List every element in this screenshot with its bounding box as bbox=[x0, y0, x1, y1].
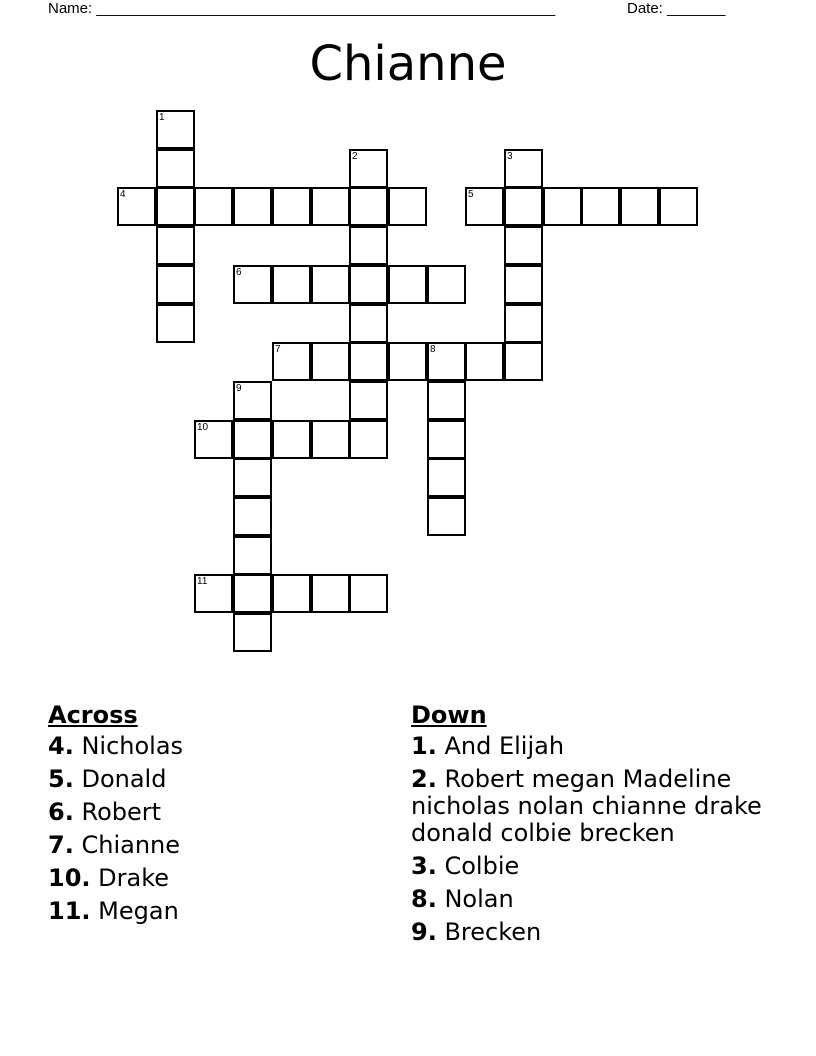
crossword-cell[interactable] bbox=[272, 265, 311, 304]
crossword-cell[interactable] bbox=[272, 342, 311, 381]
cell-number: 2 bbox=[352, 151, 358, 162]
crossword-cell[interactable] bbox=[465, 187, 504, 226]
crossword-cell[interactable] bbox=[427, 381, 466, 420]
crossword-cell[interactable] bbox=[194, 420, 233, 459]
clue-across-4 bbox=[48, 733, 368, 760]
clue-down-9 bbox=[411, 919, 791, 946]
crossword-cell[interactable] bbox=[311, 574, 350, 613]
crossword-cell[interactable] bbox=[349, 574, 388, 613]
crossword-cell[interactable] bbox=[427, 342, 466, 381]
down-clues bbox=[411, 702, 791, 952]
crossword-cell[interactable] bbox=[465, 342, 504, 381]
crossword-cell[interactable] bbox=[311, 342, 350, 381]
crossword-cell[interactable] bbox=[233, 420, 272, 459]
clue-down-3 bbox=[411, 853, 791, 880]
crossword-cell[interactable] bbox=[349, 149, 388, 188]
crossword-cell[interactable] bbox=[504, 187, 543, 226]
clue-number: 7. bbox=[48, 831, 74, 859]
clue-number: 1. bbox=[411, 732, 437, 760]
crossword-cell[interactable] bbox=[233, 536, 272, 575]
crossword-cell[interactable] bbox=[156, 226, 195, 265]
crossword-cell[interactable] bbox=[194, 187, 233, 226]
crossword-cell[interactable] bbox=[349, 381, 388, 420]
crossword-cell[interactable] bbox=[272, 574, 311, 613]
clue-number: 4. bbox=[48, 732, 74, 760]
crossword-cell[interactable] bbox=[349, 226, 388, 265]
cell-number: 8 bbox=[430, 344, 436, 355]
crossword-cell[interactable] bbox=[156, 187, 195, 226]
crossword-cell[interactable] bbox=[427, 420, 466, 459]
down-heading: Down bbox=[411, 701, 487, 729]
crossword-cell[interactable] bbox=[349, 265, 388, 304]
crossword-cell[interactable] bbox=[427, 497, 466, 536]
clue-text: Brecken bbox=[444, 918, 542, 946]
clue-down-1 bbox=[411, 733, 791, 760]
crossword-cell[interactable] bbox=[504, 149, 543, 188]
clue-text: Colbie bbox=[444, 852, 520, 880]
clue-down-2 bbox=[411, 766, 791, 847]
cell-number: 1 bbox=[159, 112, 165, 123]
clue-number: 9. bbox=[411, 918, 437, 946]
crossword-cell[interactable] bbox=[272, 187, 311, 226]
clue-text: Drake bbox=[98, 864, 170, 892]
crossword-cell[interactable] bbox=[620, 187, 659, 226]
clue-number: 5. bbox=[48, 765, 74, 793]
crossword-cell[interactable] bbox=[388, 342, 427, 381]
crossword-cell[interactable] bbox=[504, 304, 543, 343]
crossword-cell[interactable] bbox=[427, 458, 466, 497]
clue-text: Robert bbox=[81, 798, 162, 826]
clue-number: 6. bbox=[48, 798, 74, 826]
cell-number: 9 bbox=[236, 383, 242, 394]
crossword-cell[interactable] bbox=[543, 187, 582, 226]
clue-number: 11. bbox=[48, 897, 91, 925]
clue-text: Nolan bbox=[444, 885, 514, 913]
crossword-cell[interactable] bbox=[311, 420, 350, 459]
clue-across-11 bbox=[48, 898, 368, 925]
clue-number: 8. bbox=[411, 885, 437, 913]
crossword-cell[interactable] bbox=[349, 342, 388, 381]
crossword-cell[interactable] bbox=[504, 226, 543, 265]
crossword-cell[interactable] bbox=[233, 458, 272, 497]
crossword-cell[interactable] bbox=[194, 574, 233, 613]
clue-number: 3. bbox=[411, 852, 437, 880]
crossword-cell[interactable] bbox=[388, 187, 427, 226]
cell-number: 4 bbox=[120, 189, 126, 200]
clue-text: Robert megan Madeline nicholas nolan chianne drake donald colbie brecken bbox=[411, 765, 762, 847]
crossword-cell[interactable] bbox=[581, 187, 620, 226]
crossword-cell[interactable] bbox=[233, 574, 272, 613]
crossword-cell[interactable] bbox=[504, 342, 543, 381]
crossword-cell[interactable] bbox=[272, 420, 311, 459]
cell-number: 10 bbox=[197, 422, 209, 433]
crossword-cell[interactable] bbox=[233, 265, 272, 304]
crossword-cell[interactable] bbox=[427, 265, 466, 304]
clue-text: And Elijah bbox=[444, 732, 565, 760]
crossword-cell[interactable] bbox=[156, 110, 195, 149]
cell-number: 5 bbox=[468, 189, 474, 200]
across-heading: Across bbox=[48, 701, 138, 729]
cell-number: 11 bbox=[197, 576, 208, 587]
clue-text: Nicholas bbox=[81, 732, 184, 760]
crossword-cell[interactable] bbox=[233, 497, 272, 536]
across-clues bbox=[48, 702, 368, 931]
clue-text: Chianne bbox=[81, 831, 180, 859]
name-field-label: Name: _______________________________________________________ bbox=[48, 0, 556, 17]
clue-across-7 bbox=[48, 832, 368, 859]
clue-number: 2. bbox=[411, 765, 437, 793]
clue-across-5 bbox=[48, 766, 368, 793]
crossword-cell[interactable] bbox=[233, 381, 272, 420]
crossword-cell[interactable] bbox=[659, 187, 698, 226]
crossword-cell[interactable] bbox=[156, 265, 195, 304]
crossword-cell[interactable] bbox=[349, 420, 388, 459]
crossword-cell[interactable] bbox=[504, 265, 543, 304]
crossword-cell[interactable] bbox=[233, 613, 272, 652]
cell-number: 6 bbox=[236, 267, 242, 278]
clue-across-10 bbox=[48, 865, 368, 892]
cell-number: 7 bbox=[275, 344, 281, 355]
cell-number: 3 bbox=[507, 151, 513, 162]
date-field-label: Date: _______ bbox=[627, 0, 726, 17]
crossword-cell[interactable] bbox=[311, 187, 350, 226]
crossword-cell[interactable] bbox=[233, 187, 272, 226]
crossword-cell[interactable] bbox=[156, 149, 195, 188]
crossword-cell[interactable] bbox=[156, 304, 195, 343]
clue-text: Megan bbox=[98, 897, 179, 925]
clue-across-6 bbox=[48, 799, 368, 826]
crossword-cell[interactable] bbox=[117, 187, 156, 226]
clue-number: 10. bbox=[48, 864, 91, 892]
puzzle-title: Chianne bbox=[309, 36, 507, 92]
crossword-cell[interactable] bbox=[311, 265, 350, 304]
crossword-cell[interactable] bbox=[388, 265, 427, 304]
crossword-cell[interactable] bbox=[349, 304, 388, 343]
clue-down-8 bbox=[411, 886, 791, 913]
crossword-cell[interactable] bbox=[349, 187, 388, 226]
clue-text: Donald bbox=[81, 765, 167, 793]
